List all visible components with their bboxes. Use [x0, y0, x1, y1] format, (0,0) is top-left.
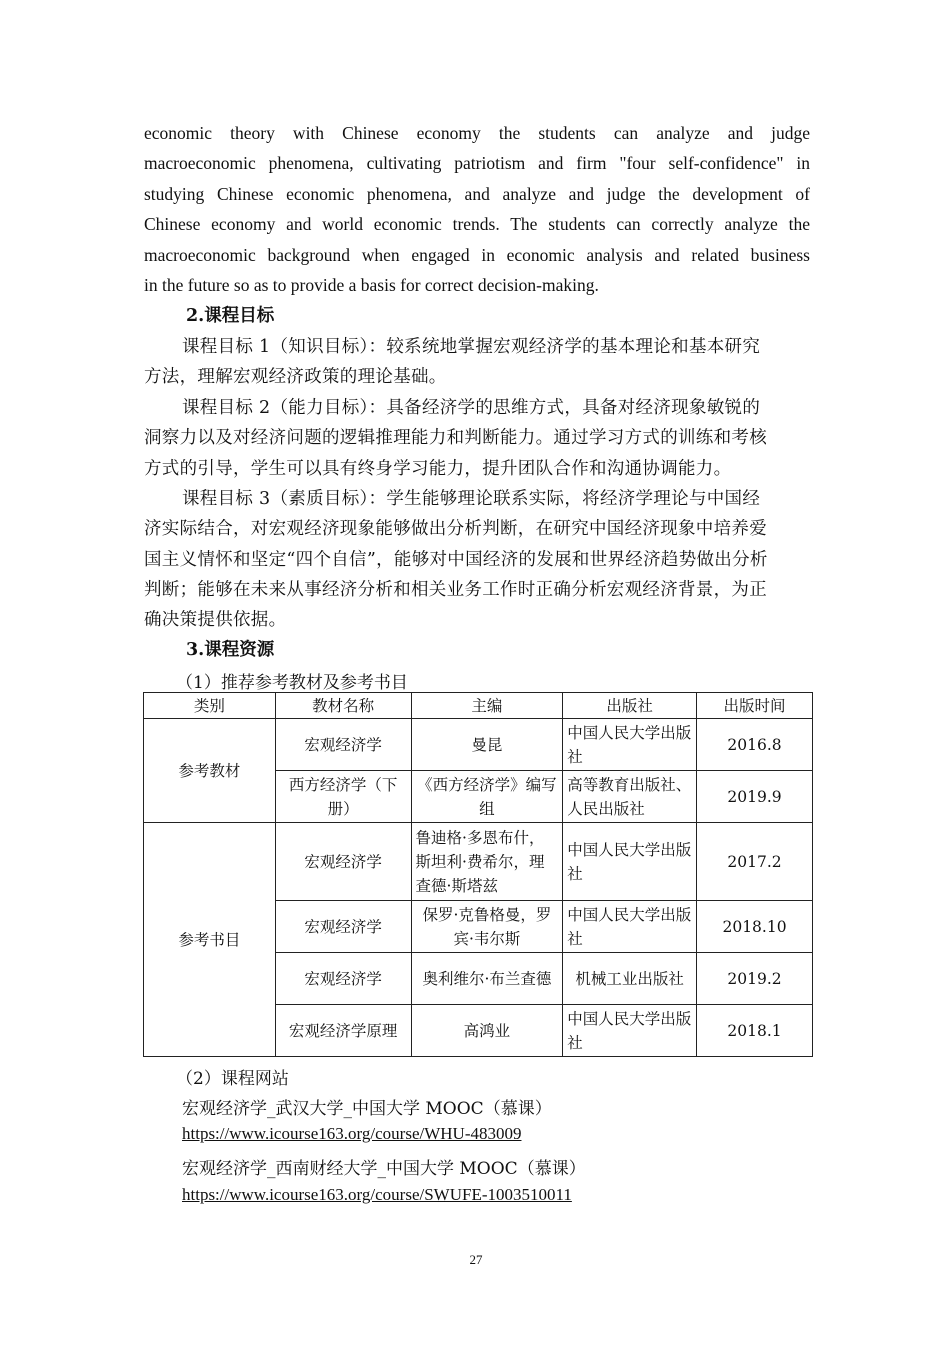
category-cell: 参考书目	[144, 823, 276, 1057]
course-site-title-whu: 宏观经济学_武汉大学_中国大学 MOOC（慕课）	[182, 1099, 552, 1119]
intro-english-paragraph	[144, 118, 810, 300]
text-line: in the future so as to provide a basis for correct decision-making.	[144, 274, 599, 295]
book-name-cell: 西方经济学（下册）	[275, 771, 411, 823]
text-line: 判断；能够在未来从事经济分析和相关业务工作时正确分析宏观经济背景，为正	[144, 579, 767, 600]
text-line: 课程目标 3（素质目标）：学生能够理论联系实际，将经济学理论与中国经	[182, 489, 761, 509]
editor-cell: 保罗·克鲁格曼，罗宾·韦尔斯	[411, 901, 563, 953]
table-row	[144, 823, 813, 901]
text-line: Chinese economy and world economic trends. The students can correctly analyze the	[144, 214, 810, 235]
table-header-row	[144, 693, 813, 719]
text-line: 确决策提供依据。	[144, 610, 287, 631]
text-line: 课程目标 1（知识目标）：较系统地掌握宏观经济学的基本理论和基本研究	[182, 337, 761, 357]
section-heading-course-resources: 3.课程资源	[186, 640, 275, 660]
text-line: 方法，理解宏观经济政策的理论基础。	[144, 367, 447, 388]
publisher-cell: 高等教育出版社、人民出版社	[563, 771, 697, 823]
book-name-cell: 宏观经济学	[275, 953, 411, 1005]
text-line: 济实际结合，对宏观经济现象能够做出分析判断，在研究中国经济现象中培养爱	[144, 519, 767, 540]
header-cell: 教材名称	[275, 693, 411, 719]
text-line: studying Chinese economic phenomena, and analyze and judge the development of	[144, 183, 810, 204]
editor-cell: 鲁迪格·多恩布什，斯坦利·费希尔，理查德·斯塔兹	[411, 823, 563, 901]
course-link-swufe[interactable]: https://www.icourse163.org/course/SWUFE-1003510011	[182, 1185, 572, 1204]
publisher-cell: 中国人民大学出版社	[563, 1005, 697, 1057]
category-cell: 参考教材	[144, 719, 276, 823]
publisher-cell: 机械工业出版社	[563, 953, 697, 1005]
book-name-cell: 宏观经济学	[275, 823, 411, 901]
publisher-cell: 中国人民大学出版社	[563, 901, 697, 953]
text-line: 国主义情怀和坚定“四个自信”，能够对中国经济的发展和世界经济趋势做出分析	[144, 549, 768, 570]
text-line: macroeconomic phenomena, cultivating patriotism and firm "four self-confidence" in	[144, 153, 810, 174]
header-cell: 主编	[411, 693, 563, 719]
course-goal-3	[144, 484, 810, 635]
year-cell: 2019.9	[697, 771, 813, 823]
year-cell: 2019.2	[697, 953, 813, 1005]
course-goal-1	[144, 332, 810, 393]
book-name-cell: 宏观经济学	[275, 901, 411, 953]
book-name-cell: 宏观经济学原理	[275, 1005, 411, 1057]
year-cell: 2018.1	[697, 1005, 813, 1057]
publisher-cell: 中国人民大学出版社	[563, 823, 697, 901]
course-site-title-swufe: 宏观经济学_西南财经大学_中国大学 MOOC（慕课）	[182, 1159, 586, 1179]
section-heading-course-goals: 2.课程目标	[186, 306, 275, 326]
editor-cell: 《西方经济学》编写组	[411, 771, 563, 823]
course-link-whu[interactable]: https://www.icourse163.org/course/WHU-483009	[182, 1124, 522, 1143]
table-row	[144, 719, 813, 771]
header-cell: 出版社	[563, 693, 697, 719]
book-name-cell: 宏观经济学	[275, 719, 411, 771]
text-line: 方式的引导，学生可以具有终身学习能力，提升团队合作和沟通协调能力。	[144, 458, 732, 479]
text-line: macroeconomic background when engaged in economic analysis and related business	[144, 244, 810, 265]
editor-cell: 高鸿业	[411, 1005, 563, 1057]
editor-cell: 曼昆	[411, 719, 563, 771]
year-cell: 2017.2	[697, 823, 813, 901]
course-goal-2	[144, 393, 810, 484]
publisher-cell: 中国人民大学出版社	[563, 719, 697, 771]
text-line: 洞察力以及对经济问题的逻辑推理能力和判断能力。通过学习方式的训练和考核	[144, 428, 767, 449]
year-cell: 2016.8	[697, 719, 813, 771]
page-number: 27	[469, 1252, 483, 1267]
editor-cell: 奥利维尔·布兰查德	[411, 953, 563, 1005]
header-cell: 类别	[144, 693, 276, 719]
subsection-title-textbooks: （1）推荐参考教材及参考书目	[176, 673, 408, 693]
text-line: 课程目标 2（能力目标）：具备经济学的思维方式，具备对经济现象敏锐的	[182, 398, 761, 418]
year-cell: 2018.10	[697, 901, 813, 953]
subsection-title-websites: （2）课程网站	[176, 1069, 289, 1089]
header-cell: 出版时间	[697, 693, 813, 719]
text-line: economic theory with Chinese economy the students can analyze and judge	[144, 123, 810, 143]
reference-books-table	[143, 692, 813, 1057]
